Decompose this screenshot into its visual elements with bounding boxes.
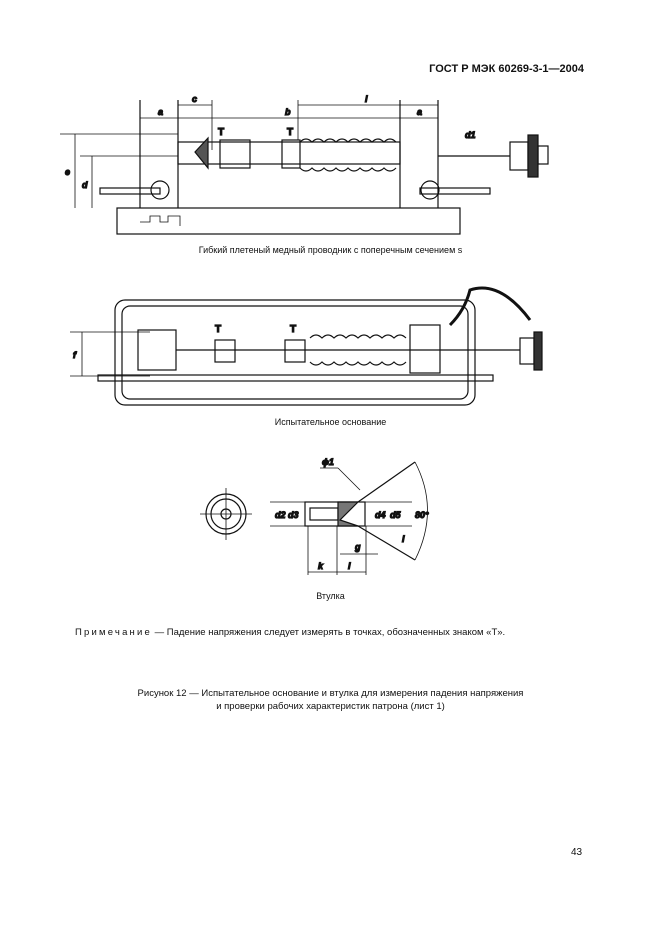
figure-2-drawing bbox=[70, 280, 560, 410]
note-label: Примечание bbox=[75, 627, 152, 638]
dim-angle: 80° bbox=[415, 510, 429, 520]
dim-d: d bbox=[82, 180, 88, 190]
dim-a-right: a bbox=[417, 107, 423, 117]
figure-1-drawing bbox=[60, 90, 600, 240]
dim-b: b bbox=[285, 107, 291, 117]
test-point-t2: T bbox=[290, 324, 297, 335]
dim-c: c bbox=[192, 94, 198, 104]
dim-d1: d1 bbox=[465, 130, 476, 140]
dim-l: l bbox=[348, 561, 351, 571]
test-point-t1: T bbox=[215, 324, 222, 335]
dim-d2: d2 bbox=[275, 510, 286, 520]
figure-3-caption: Втулка bbox=[316, 591, 345, 601]
figure-caption-line-2: и проверки рабочих характеристик патрона (лист 1) bbox=[216, 701, 445, 712]
page-number: 43 bbox=[571, 847, 583, 858]
figure-caption bbox=[0, 687, 661, 713]
note-text: — Падение напряжения следует измерять в точках, обозначенных знаком «T». bbox=[152, 627, 506, 638]
dim-f: f bbox=[73, 350, 76, 360]
dim-d4: d4 bbox=[375, 510, 386, 520]
dim-d5: d5 bbox=[390, 510, 401, 520]
test-point-t1: T bbox=[218, 127, 225, 138]
dim-a-left: a bbox=[158, 107, 164, 117]
dim-d3: d3 bbox=[288, 510, 299, 520]
dim-g: g bbox=[355, 542, 361, 552]
dim-k: k bbox=[318, 561, 324, 571]
figure-3-drawing bbox=[190, 450, 450, 580]
dim-e: e bbox=[65, 167, 71, 177]
dim-phi1: ϕ1 bbox=[322, 457, 334, 467]
test-point-t2: T bbox=[287, 127, 294, 138]
figure-2-caption: Испытательное основание bbox=[274, 417, 387, 427]
figure-1-caption: Гибкий плетеный медный проводник с поперечным сечением s bbox=[198, 245, 463, 255]
note bbox=[75, 627, 505, 638]
document-header: ГОСТ Р МЭК 60269-3-1—2004 bbox=[429, 63, 584, 75]
dim-l: l bbox=[365, 94, 368, 104]
dim-i: i bbox=[402, 534, 405, 544]
figure-caption-line-1: Рисунок 12 — Испытательное основание и втулка для измерения падения напряжения bbox=[137, 688, 524, 699]
